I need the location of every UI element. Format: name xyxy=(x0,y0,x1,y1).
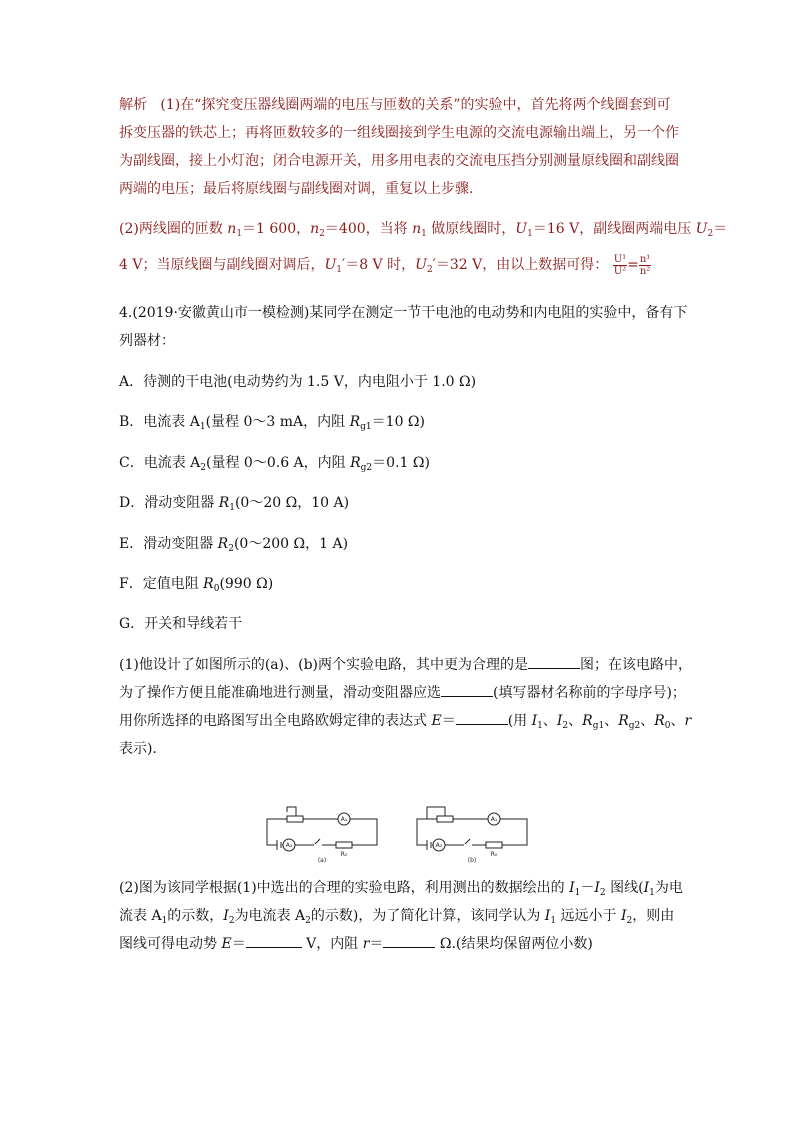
ammeter-a1-label: A₁ xyxy=(340,816,348,823)
analysis-text-line: (2)两线圈的匝数 $n_1=1$ 600，$n_2=400$，当将 $n_1$ 做原线圈时，$U_1=16$ V，副线圈两端电压 $U_2=$ xyxy=(119,221,728,239)
answer-blank[interactable] xyxy=(456,708,508,725)
ratio-fraction: $\frac{\text{U¹}}{\text{U²}}$ xyxy=(613,253,627,277)
ratio-fraction: $\frac{\text{n¹}}{\text{n²}}$ xyxy=(639,253,651,277)
answer-blank[interactable] xyxy=(528,652,580,669)
answer-blank[interactable] xyxy=(441,680,493,697)
analysis-part2 xyxy=(119,215,728,279)
resistor-label: R₀ xyxy=(490,851,498,858)
analysis-text-line: 拆变压器的铁芯上；再将匝数较多的一组线圈接到学生电源的交流电源输出端上，另一个作 xyxy=(119,125,679,141)
figure-b-caption: (b) xyxy=(467,857,477,863)
analysis-text-line: 4 V；当原线圈与副线圈对调后，$U_1'=8$ V 时，$U_2'=32$ V，由以上数据可得： $\frac{\text{U¹}}{\text{U²}}$ = $\frac{\text{n¹}}{\text{n²}}$ xyxy=(119,253,651,277)
analysis-text-line: (1)在“探究变压器线圈两端的电压与匝数的关系”的实验中，首先将两个线圈套到可 xyxy=(160,97,671,113)
circuit-diagram xyxy=(262,803,552,863)
analysis-part1 xyxy=(119,91,679,203)
question-part1: (1)他设计了如图所示的(a)、(b)两个实验电路，其中更为合理的是 图；在该电路中， 为了操作方便且能准确地进行测量，滑动变阻器应选 (填写器材名称前的字母序号)； 用你所选择的电路图写出全电路欧姆定律的表达式 E＝ (用 $I_1$、$I_2$、$R_{g1}$、$R_{g2}$、$R_0$、r 表示)． xyxy=(119,651,679,763)
circuit-figures xyxy=(262,803,552,863)
option-e: E．滑动变阻器 $R_2(0\sim 200$ Ω，1 A) xyxy=(119,536,349,554)
ammeter-a2-label: A₂ xyxy=(285,842,293,849)
option-c: C．电流表 $A_2$(量程 0～0.6 A，内阻 $R_{g2}=0.1$ Ω) xyxy=(119,455,430,473)
answer-blank[interactable] xyxy=(383,931,435,948)
analysis-text-line: 两端的电压；最后将原线圈与副线圈对调，重复以上步骤． xyxy=(119,181,483,197)
ammeter-a1-label: A₁ xyxy=(490,816,498,823)
answer-blank[interactable] xyxy=(246,931,302,948)
figure-a-caption: (a) xyxy=(317,857,327,863)
analysis-text-line: 为副线圈，接上小灯泡；闭合电源开关，用多用电表的交流电压挡分别测量原线圈和副线圈 xyxy=(119,153,679,169)
question-stem: 4.(2019·安徽黄山市一模检测)某同学在测定一节干电池的电动势和内电阻的实验中，备有下 列器材： xyxy=(119,305,688,349)
option-b: B．电流表 $A_1$(量程 0～3 mA，内阻 $R_{g1}=10$ Ω) xyxy=(119,414,425,432)
analysis-label: 解析 xyxy=(119,97,147,113)
resistor-label: R₀ xyxy=(340,851,348,858)
option-f: F．定值电阻 $R_0(990$ Ω) xyxy=(119,576,274,594)
option-d: D．滑动变阻器 $R_1(0\sim 20$ Ω，10 A) xyxy=(119,495,350,513)
option-a: A．待测的干电池(电动势约为 1.5 V，内电阻小于 1.0 Ω) xyxy=(119,374,477,390)
option-g: G．开关和导线若干 xyxy=(119,616,243,632)
question-part2: (2)图为该同学根据(1)中选出的合理的实验电路，利用测出的数据绘出的 $I_1-I_2$ 图线($I_1$为电 流表 $A_1$的示数，$I_2$为电流表 $A_2$的示数)，为了简化计算，该同学认为 $I_1$ 远远小于 $I_2$，则由 图线可得电动势 E＝ V，内阻 r＝ Ω.(结果均保留两位小数) xyxy=(119,880,683,952)
ammeter-a2-label: A₂ xyxy=(435,842,443,849)
